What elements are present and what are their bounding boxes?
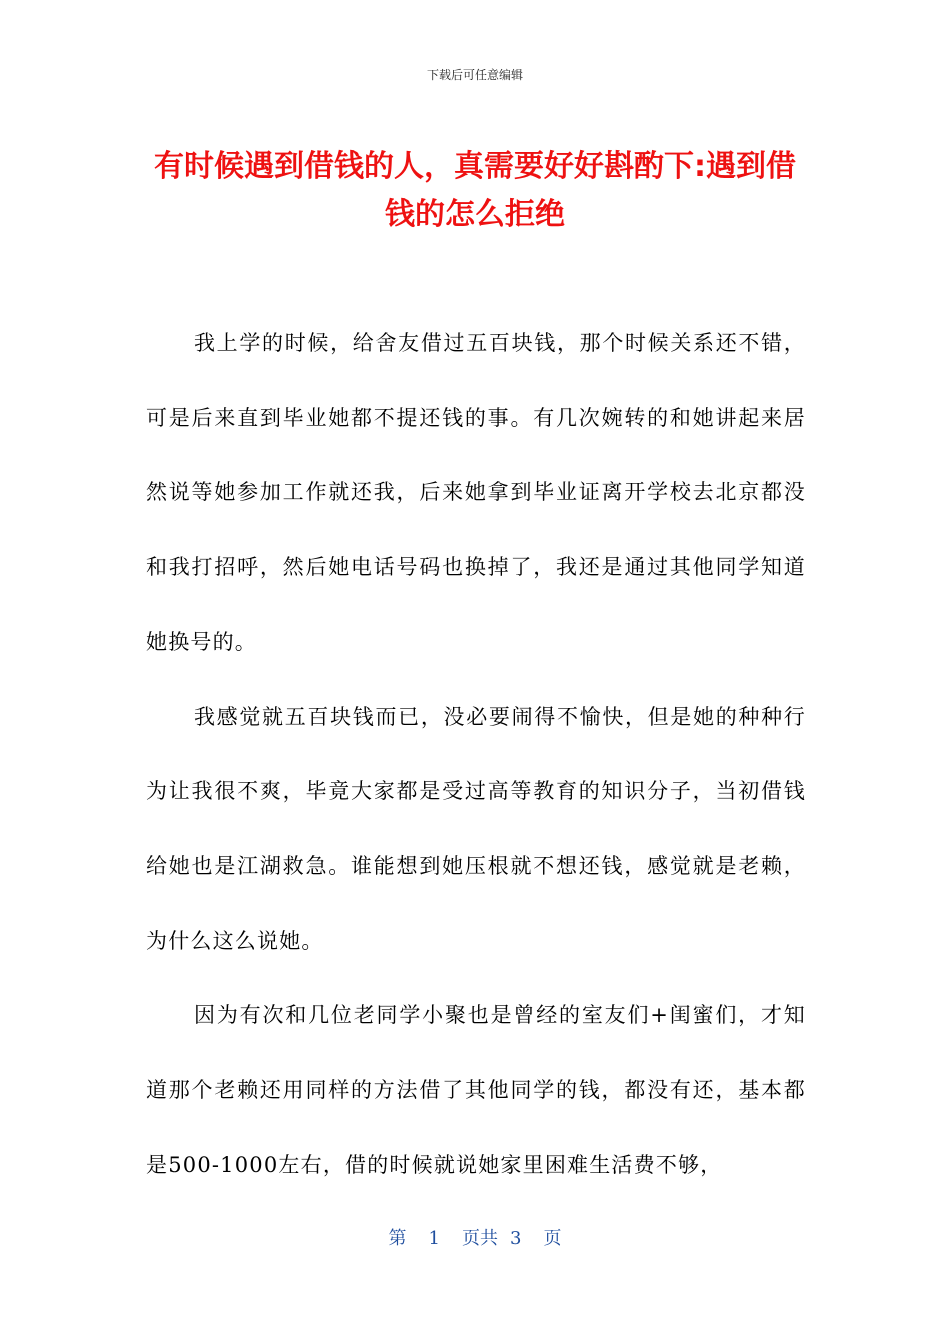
footer-page-mid: 页共 bbox=[462, 1228, 498, 1249]
footer-page-prefix: 第 bbox=[388, 1228, 407, 1249]
paragraph: 我上学的时候，给舍友借过五百块钱，那个时候关系还不错，可是后来直到毕业她都不提还钱的事。有几次婉转的和她讲起来居然说等她参加工作就还我，后来她拿到毕业证离开学校去北京都没和我打招呼，然后她电话号码也换掉了，我还是通过其他同学知道她换号的。 bbox=[146, 331, 806, 654]
paragraph: 我感觉就五百块钱而已，没必要闹得不愉快，但是她的种种行为让我很不爽，毕竟大家都是受过高等教育的知识分子，当初借钱给她也是江湖救急。谁能想到她压根就不想还钱，感觉就是老赖，为什么这么说她。 bbox=[146, 704, 806, 953]
page-header bbox=[0, 66, 950, 84]
footer-page-suffix: 页 bbox=[543, 1228, 562, 1249]
footer-current-page: 1 bbox=[428, 1228, 440, 1249]
document-title: 有时候遇到借钱的人，真需要好好斟酌下:遇到借钱的怎么拒绝 bbox=[154, 149, 796, 232]
header-note: 下载后可任意编辑 bbox=[426, 68, 523, 82]
paragraph: 因为有次和几位老同学小聚也是曾经的室友们+闺蜜们，才知道那个老赖还用同样的方法借了其他同学的钱，都没有还，基本都是500-1000左右，借的时候就说她家里困难生活费不够， bbox=[146, 1003, 806, 1177]
footer-total-pages: 3 bbox=[510, 1228, 522, 1249]
document-body bbox=[146, 306, 806, 1202]
page-footer bbox=[0, 1226, 950, 1252]
